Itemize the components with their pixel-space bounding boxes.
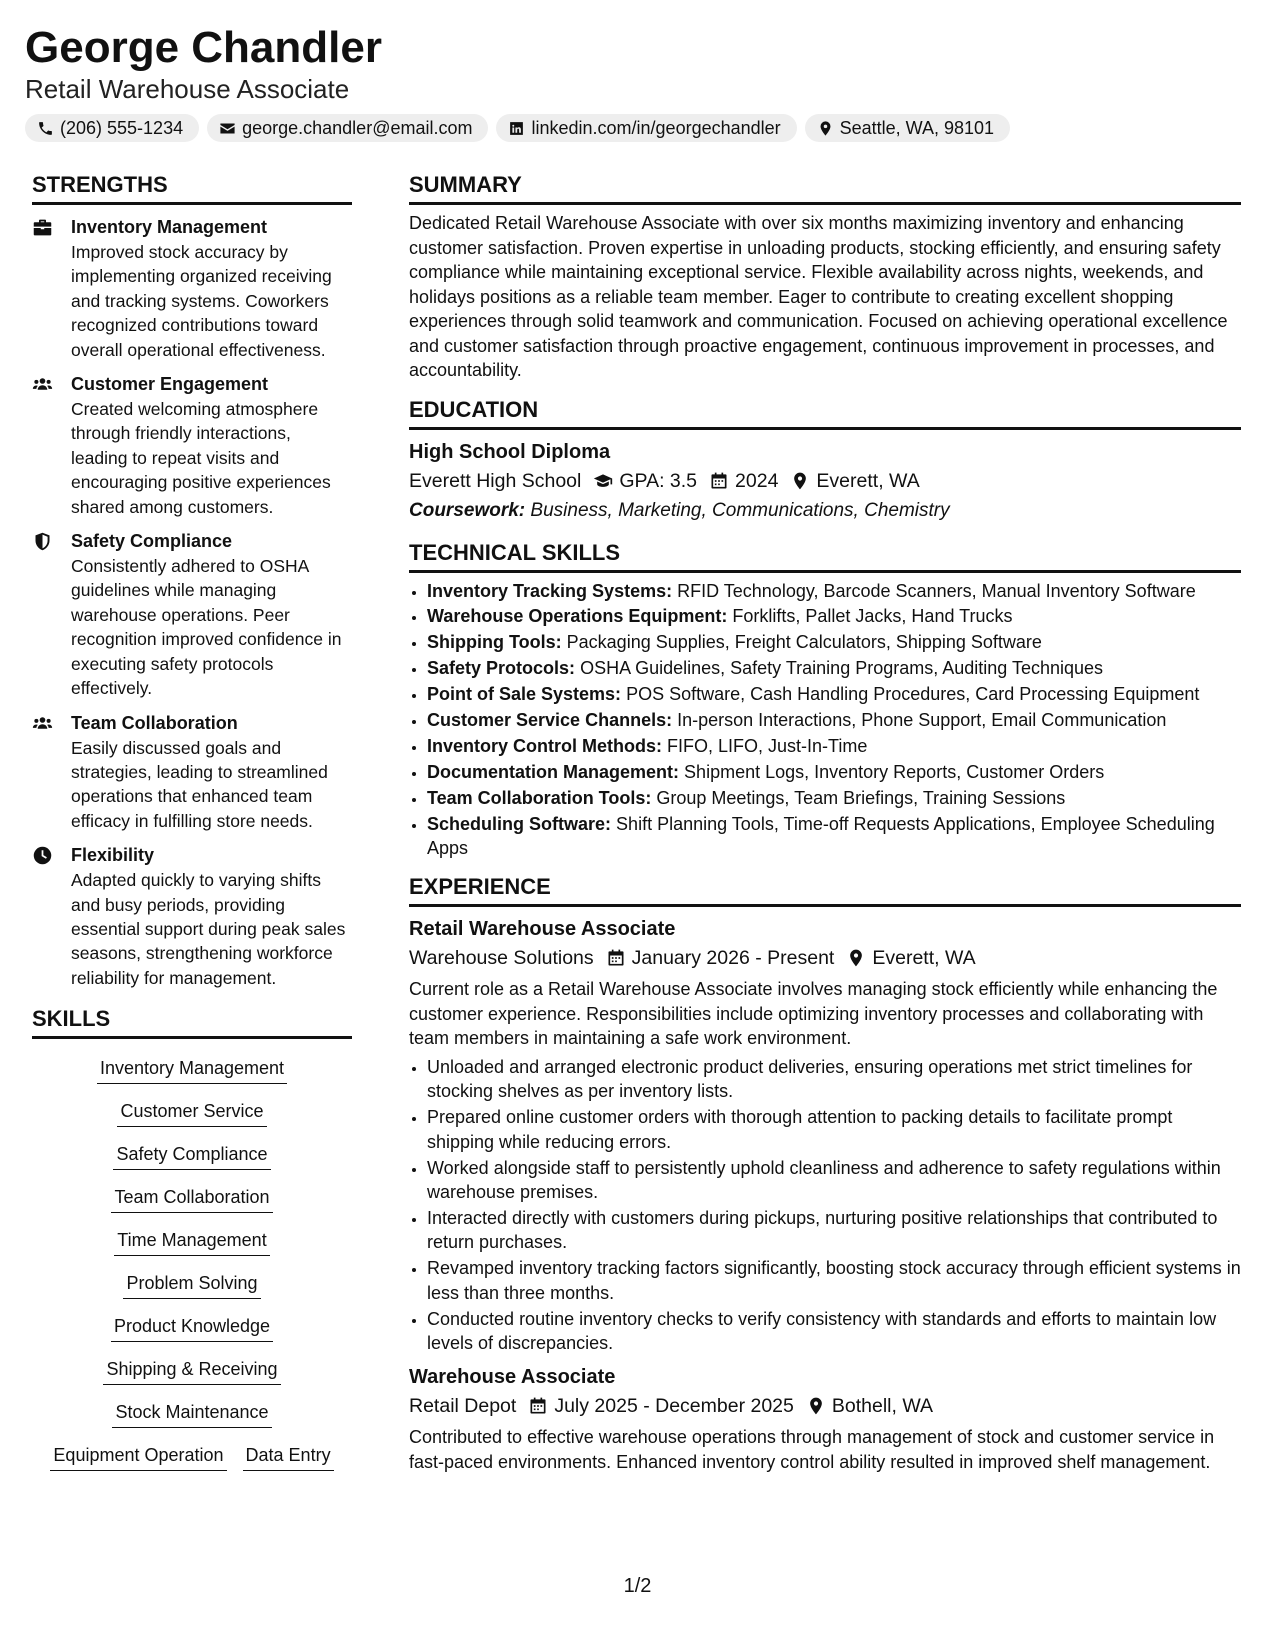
left-column: [32, 170, 352, 1479]
strength-title: Inventory Management: [71, 217, 268, 237]
skill-label: Team Collaboration Tools:: [427, 787, 652, 808]
list-item: [427, 708, 1241, 732]
map-pin-icon: [817, 120, 834, 137]
skill-tag: Time Management: [114, 1227, 269, 1256]
strength-title: Flexibility: [71, 845, 155, 866]
calendar-icon: [606, 948, 626, 968]
list-item: [427, 604, 1241, 628]
location-text: Seattle, WA, 98101: [839, 117, 995, 138]
skill-tag: Product Knowledge: [111, 1313, 273, 1342]
job-meta: [409, 943, 1241, 973]
contact-bar: [25, 114, 1250, 142]
skill-label: Point of Sale Systems:: [427, 684, 622, 705]
coursework-label: Coursework:: [409, 499, 526, 521]
email-text: george.chandler@email.com: [242, 117, 473, 138]
skill-label: Safety Protocols:: [427, 658, 576, 679]
education-meta: [409, 466, 1241, 496]
job-title: Warehouse Associate: [409, 1366, 616, 1389]
skill-value: FIFO, LIFO, Just-In-Time: [667, 735, 868, 756]
list-item: [427, 734, 1241, 758]
map-pin-icon: [806, 1396, 826, 1416]
linkedin-text: linkedin.com/in/georgechandler: [531, 117, 781, 138]
job-description: Current role as a Retail Warehouse Associate involves managing stock efficiently while enhancing the customer experience. Responsibilities include optimizing inventory processes and collaborating with team members in maintaining a safe work environment.: [409, 979, 1218, 1049]
list-item: [427, 630, 1241, 654]
skill-value: Shipment Logs, Inventory Reports, Customer Orders: [684, 761, 1105, 782]
calendar-icon: [528, 1396, 548, 1416]
strength-item: [32, 843, 352, 990]
contact-email[interactable]: [207, 114, 488, 142]
skill-value: Group Meetings, Team Briefings, Training Sessions: [656, 787, 1066, 808]
clock-icon: [32, 845, 53, 866]
briefcase-icon: [32, 217, 53, 238]
coursework-line: [409, 496, 1241, 526]
summary-text: Dedicated Retail Warehouse Associate with over six months maximizing inventory and enhancing customer satisfaction. Proven expertise in unloading products, stocking efficiently, and ensuring safety compliance while maintaining exceptional service. Flexible availability across nights, weekends, and holidays positions as a reliable team member. Eager to contribute to creating excellent shopping experiences through solid teamwork and communication. Focused on achieving operational excellence and customer satisfaction through proactive engagement, continuous improvement in processes, and accountability.: [409, 213, 1228, 380]
candidate-name: George Chandler: [25, 23, 382, 72]
strength-item: [32, 372, 352, 519]
skill-value: POS Software, Cash Handling Procedures, Card Processing Equipment: [626, 684, 1200, 705]
skills-title: SKILLS: [32, 1004, 352, 1039]
skill-tag: Data Entry: [243, 1442, 334, 1471]
experience-title: EXPERIENCE: [409, 872, 1241, 907]
company-name: Warehouse Solutions: [409, 947, 594, 970]
technical-skills-list: [409, 579, 1241, 861]
list-item: • Revamped inventory tracking factors significantly, boosting stock accuracy through efficient systems in less than three months.: [427, 1256, 1241, 1305]
job-entry: [409, 915, 1241, 1355]
skill-label: Customer Service Channels:: [427, 710, 673, 731]
job-location: Everett, WA: [872, 947, 976, 970]
map-pin-icon: [846, 948, 866, 968]
job-bullets: [409, 1055, 1241, 1355]
skill-label: Warehouse Operations Equipment:: [427, 606, 728, 627]
skill-value: In-person Interactions, Phone Support, Email Communication: [677, 710, 1167, 731]
strength-item: [32, 529, 352, 700]
shield-icon: [32, 531, 53, 552]
skill-value: Packaging Supplies, Freight Calculators, Shipping Software: [566, 632, 1042, 653]
skill-value: OSHA Guidelines, Safety Training Programs, Auditing Techniques: [580, 658, 1104, 679]
skills-list: [32, 1049, 352, 1479]
strength-desc: Adapted quickly to varying shifts and busy periods, providing essential support during peak sales seasons, strengthening workforce reliability for management.: [71, 870, 346, 988]
list-item: [427, 579, 1241, 603]
list-item: • Unloaded and arranged electronic product deliveries, ensuring operations met strict timelines for stocking shelves as per inventory lists.: [427, 1055, 1241, 1104]
skill-label: Documentation Management:: [427, 761, 680, 782]
strength-item: [32, 215, 352, 362]
list-item: [427, 760, 1241, 784]
strength-desc: Easily discussed goals and strategies, leading to streamlined operations that enhanced team efficacy in fulfilling store needs.: [71, 737, 328, 831]
calendar-icon: [709, 471, 729, 491]
skill-label: Scheduling Software:: [427, 813, 612, 834]
resume-header: [25, 22, 1250, 142]
strength-item: [32, 711, 352, 834]
coursework-list: Business, Marketing, Communications, Chemistry: [530, 499, 950, 521]
phone-icon: [37, 120, 54, 137]
strength-desc: Improved stock accuracy by implementing organized receiving and tracking systems. Coworkers recognized contributions toward overall operational effectiveness.: [71, 242, 332, 360]
experience-section: [409, 872, 1241, 1474]
strength-title: Safety Compliance: [71, 531, 233, 552]
skill-tag: Equipment Operation: [50, 1442, 226, 1471]
skill-value: RFID Technology, Barcode Scanners, Manual Inventory Software: [677, 580, 1196, 601]
company-name: Retail Depot: [409, 1395, 517, 1418]
skill-tag: Safety Compliance: [113, 1141, 270, 1170]
list-item: • Conducted routine inventory checks to verify consistency with standards and efforts to maintain low levels of discrepancies.: [427, 1307, 1241, 1356]
skill-label: Inventory Tracking Systems:: [427, 580, 673, 601]
linkedin-icon: [508, 120, 525, 137]
degree-title: High School Diploma: [409, 440, 611, 463]
job-dates: July 2025 - December 2025: [554, 1395, 794, 1418]
envelope-icon: [219, 120, 236, 137]
strength-title: Team Collaboration: [71, 712, 238, 733]
list-item: [427, 812, 1241, 861]
summary-section: [409, 170, 1241, 383]
job-meta: [409, 1391, 1241, 1421]
graduation-year: 2024: [735, 469, 779, 492]
skill-tag: Problem Solving: [123, 1270, 260, 1299]
list-item: [427, 656, 1241, 680]
strengths-title: STRENGTHS: [32, 170, 352, 205]
users-icon: [32, 713, 53, 734]
strength-desc: Created welcoming atmosphere through friendly interactions, leading to repeat visits and encouraging positive experiences shared among customers.: [71, 399, 331, 517]
strength-title: Customer Engagement: [71, 374, 269, 395]
skill-tag: Team Collaboration: [111, 1184, 272, 1213]
school-name: Everett High School: [409, 469, 582, 492]
phone-text: (206) 555-1234: [60, 117, 184, 138]
skill-tag: Inventory Management: [97, 1055, 287, 1084]
graduation-cap-icon: [593, 471, 613, 491]
job-location: Bothell, WA: [831, 1395, 934, 1418]
skill-value: Shift Planning Tools, Time-off Requests Applications, Employee Scheduling Apps: [427, 813, 1215, 859]
contact-linkedin[interactable]: [496, 114, 796, 142]
summary-title: SUMMARY: [409, 170, 1241, 205]
users-icon: [32, 374, 53, 395]
job-title: Retail Warehouse Associate: [409, 918, 676, 941]
list-item: • Prepared online customer orders with thorough attention to packing details to facilitate prompt shipping while reducing errors.: [427, 1105, 1241, 1154]
candidate-role: Retail Warehouse Associate: [25, 74, 350, 104]
right-column: [409, 170, 1241, 1486]
job-dates: January 2026 - Present: [631, 947, 835, 970]
school-location: Everett, WA: [816, 469, 920, 492]
list-item: • Interacted directly with customers during pickups, nurturing positive relationships that contributed to return purchases.: [427, 1206, 1241, 1255]
strengths-list: [32, 215, 352, 990]
skill-value: Forklifts, Pallet Jacks, Hand Trucks: [732, 606, 1013, 627]
strength-desc: Consistently adhered to OSHA guidelines while managing warehouse operations. Peer recognition improved confidence in executing safety protocols effectively.: [71, 556, 342, 699]
list-item: • Worked alongside staff to persistently uphold cleanliness and adherence to safety regulations within warehouse premises.: [427, 1156, 1241, 1205]
gpa-text: GPA: 3.5: [619, 469, 698, 492]
skill-tag: Stock Maintenance: [112, 1399, 271, 1428]
page-number: 1/2: [623, 1575, 652, 1597]
job-entry: [409, 1363, 1241, 1474]
contact-phone[interactable]: [25, 114, 199, 142]
skill-label: Inventory Control Methods:: [427, 735, 662, 756]
list-item: [427, 682, 1241, 706]
skill-tag: Shipping & Receiving: [103, 1356, 280, 1385]
contact-location[interactable]: [805, 114, 1010, 142]
skill-tag: Customer Service: [117, 1098, 266, 1127]
education-title: EDUCATION: [409, 395, 1241, 430]
education-section: [409, 395, 1241, 526]
map-pin-icon: [790, 471, 810, 491]
technical-skills-title: TECHNICAL SKILLS: [409, 538, 1241, 573]
skill-label: Shipping Tools:: [427, 632, 562, 653]
job-description: Contributed to effective warehouse operations through management of stock and customer service in fast-paced environments. Enhanced inventory control ability resulted in improved shelf management.: [409, 1427, 1215, 1472]
technical-skills-section: [409, 538, 1241, 861]
list-item: [427, 786, 1241, 810]
